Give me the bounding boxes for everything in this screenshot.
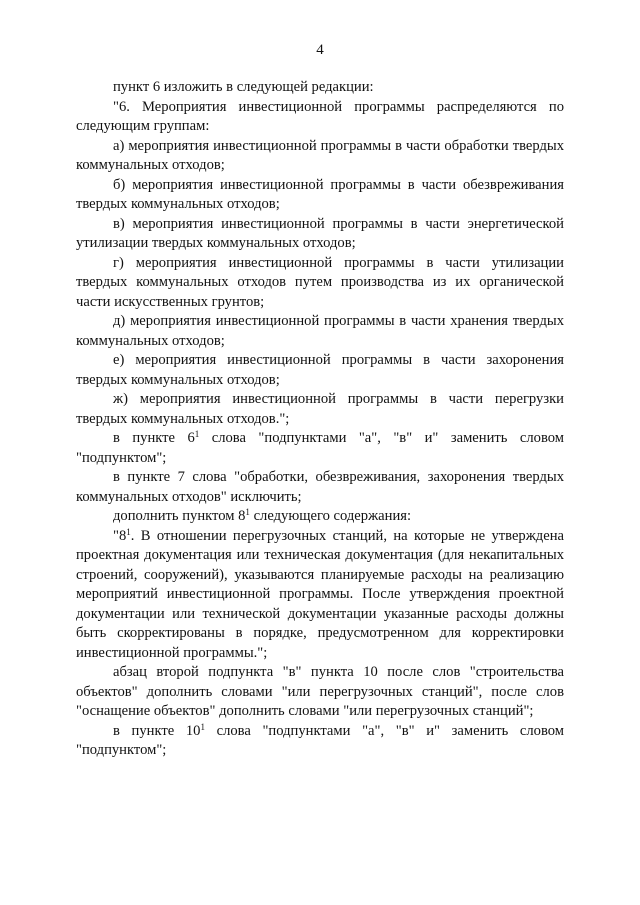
paragraph-group-g: г) мероприятия инвестиционной программы в части утилизации твердых коммунальных отходов путем производства из их органической части искусственных грунтов; — [76, 254, 564, 310]
paragraph-intro: пункт 6 изложить в следующей редакции: — [113, 79, 374, 95]
text-after: слова "подпунктами "а", "в" и" заменить словом "подпунктом"; — [76, 722, 564, 758]
document-body — [76, 78, 564, 761]
paragraph-item-6: "6. Мероприятия инвестиционной программы распределяются по следующим группам: — [76, 98, 564, 134]
text-after: . В отношении перегрузочных станций, на которые не утверждена проектная документация или техническая документация (для некапитальных строений, сооружений), указываются планируемые расходы на реализацию мероприятий инвестиционной программы. После утверждения проектной документации или технической документации указанные расходы должны быть скорректированы в порядке, предусмотренном для корректировки инвестиционной программы."; — [76, 527, 564, 661]
paragraph-point-10: абзац второй подпункта "в" пункта 10 после слов "строительства объектов" дополнить словами "или перегрузочных станций", после слов "оснащение объектов" дополнить словами "или перегрузочных станций"; — [76, 664, 564, 719]
paragraph-group-a: а) мероприятия инвестиционной программы в части обработки твердых коммунальных отходов; — [76, 137, 564, 173]
paragraph-point-8-1-text — [76, 527, 564, 664]
paragraph-point-10-1 — [76, 722, 564, 761]
superscript: 1 — [194, 429, 200, 439]
text-after: следующего содержания: — [249, 508, 412, 524]
paragraph-group-d: д) мероприятия инвестиционной программы в части хранения твердых коммунальных отходов; — [76, 313, 564, 349]
superscript: 1 — [245, 507, 250, 517]
superscript: 1 — [126, 526, 131, 537]
paragraph-group-e: е) мероприятия инвестиционной программы в части захоронения твердых коммунальных отходов; — [76, 352, 564, 388]
text-before: дополнить пунктом 8 — [113, 508, 246, 524]
paragraph-add-8-1 — [76, 507, 564, 527]
text-before: в пункте 6 — [113, 430, 195, 446]
text-after: слова "подпунктами "а", "в" и" заменить словом "подпунктом"; — [76, 430, 564, 466]
paragraph-group-v: в) мероприятия инвестиционной программы в части энергетической утилизации твердых коммунальных отходов; — [76, 215, 564, 251]
paragraph-group-b: б) мероприятия инвестиционной программы в части обезвреживания твердых коммунальных отходов; — [76, 176, 564, 212]
text-before: в пункте 10 — [113, 722, 201, 739]
paragraph-point-6-1 — [76, 429, 564, 468]
paragraph-point-7: в пункте 7 слова "обработки, обезвреживания, захоронения твердых коммунальных отходов" исключить; — [76, 469, 564, 505]
superscript: 1 — [200, 721, 205, 732]
page-number: 4 — [316, 42, 324, 58]
text-before: "8 — [113, 527, 127, 544]
paragraph-group-zh: ж) мероприятия инвестиционной программы в части перегрузки твердых коммунальных отходов."; — [76, 391, 564, 427]
